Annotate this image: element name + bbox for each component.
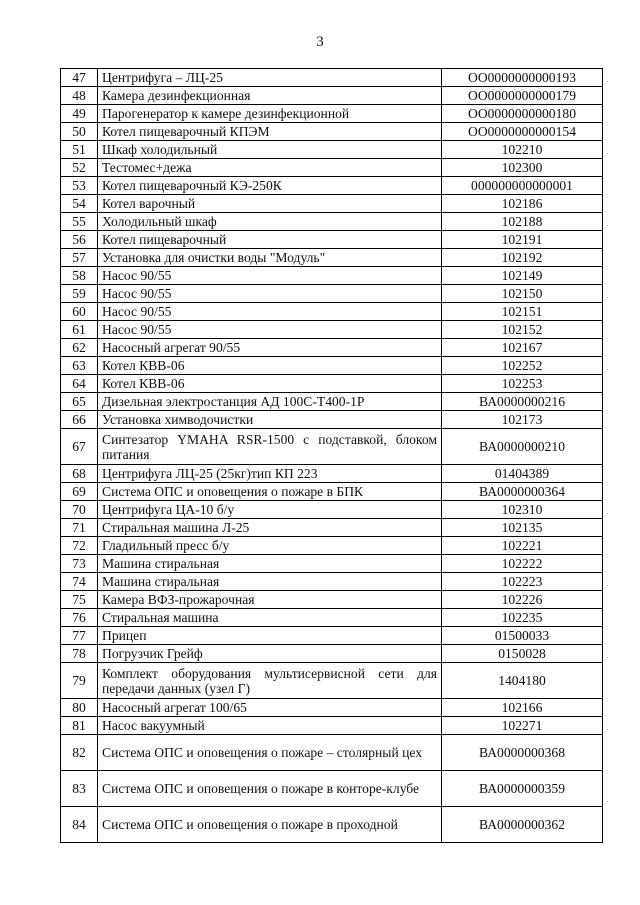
row-number: 65 — [61, 393, 98, 411]
table-row — [61, 339, 603, 357]
row-number: 84 — [61, 807, 98, 843]
item-name: Погрузчик Грейф — [98, 645, 442, 663]
inventory-code: ВА0000000368 — [442, 735, 603, 771]
item-name: Установка для очистки воды "Модуль" — [98, 249, 442, 267]
inventory-code: 102186 — [442, 195, 603, 213]
item-name: Система ОПС и оповещения о пожаре – столярный цех — [98, 735, 442, 771]
item-name: Система ОПС и оповещения о пожаре в проходной — [98, 807, 442, 843]
row-number: 52 — [61, 159, 98, 177]
inventory-code: 1404180 — [442, 663, 603, 699]
page-number: 3 — [316, 34, 324, 50]
inventory-code: 102150 — [442, 285, 603, 303]
table-row — [61, 231, 603, 249]
item-name: Насос 90/55 — [98, 321, 442, 339]
inventory-code: 102222 — [442, 555, 603, 573]
inventory-code: 102310 — [442, 501, 603, 519]
row-number: 50 — [61, 123, 98, 141]
inventory-code: 102166 — [442, 699, 603, 717]
row-number: 80 — [61, 699, 98, 717]
table-row — [61, 393, 603, 411]
item-name: Камера дезинфекционная — [98, 87, 442, 105]
item-name: Насос 90/55 — [98, 267, 442, 285]
row-number: 63 — [61, 357, 98, 375]
item-name: Насосный агрегат 100/65 — [98, 699, 442, 717]
inventory-code: ВА0000000362 — [442, 807, 603, 843]
item-name: Система ОПС и оповещения о пожаре в БПК — [98, 483, 442, 501]
table-row — [61, 357, 603, 375]
row-number: 70 — [61, 501, 98, 519]
row-number: 81 — [61, 717, 98, 735]
inventory-code: 102235 — [442, 609, 603, 627]
item-name: Гладильный пресс б/у — [98, 537, 442, 555]
inventory-code: ОО0000000000179 — [442, 87, 603, 105]
inventory-code: 102253 — [442, 375, 603, 393]
item-name: Котел варочный — [98, 195, 442, 213]
table-row — [61, 735, 603, 771]
row-number: 66 — [61, 411, 98, 429]
table-row — [61, 717, 603, 735]
row-number: 47 — [61, 69, 98, 87]
inventory-code: 102192 — [442, 249, 603, 267]
table-row — [61, 267, 603, 285]
row-number: 67 — [61, 429, 98, 465]
inventory-code: 000000000000001 — [442, 177, 603, 195]
table-row — [61, 807, 603, 843]
row-number: 73 — [61, 555, 98, 573]
row-number: 72 — [61, 537, 98, 555]
item-name: Холодильный шкаф — [98, 213, 442, 231]
item-name: Камера ВФЗ-прожарочная — [98, 591, 442, 609]
inventory-code: 102151 — [442, 303, 603, 321]
inventory-code: ОО0000000000180 — [442, 105, 603, 123]
row-number: 61 — [61, 321, 98, 339]
inventory-code: 102271 — [442, 717, 603, 735]
table-row — [61, 87, 603, 105]
row-number: 75 — [61, 591, 98, 609]
table-row — [61, 627, 603, 645]
table-row — [61, 609, 603, 627]
row-number: 69 — [61, 483, 98, 501]
item-name: Шкаф холодильный — [98, 141, 442, 159]
item-name: Котел пищеварочный — [98, 231, 442, 249]
table-row — [61, 249, 603, 267]
row-number: 82 — [61, 735, 98, 771]
row-number: 79 — [61, 663, 98, 699]
table-row — [61, 159, 603, 177]
inventory-code: 102221 — [442, 537, 603, 555]
item-name: Центрифуга ЦА-10 б/у — [98, 501, 442, 519]
inventory-code: 102300 — [442, 159, 603, 177]
table-row — [61, 771, 603, 807]
table-row — [61, 105, 603, 123]
table-row — [61, 141, 603, 159]
row-number: 62 — [61, 339, 98, 357]
row-number: 56 — [61, 231, 98, 249]
table-row — [61, 195, 603, 213]
inventory-code: ВА0000000359 — [442, 771, 603, 807]
inventory-code: 102226 — [442, 591, 603, 609]
item-name: Установка химводочистки — [98, 411, 442, 429]
row-number: 83 — [61, 771, 98, 807]
item-name: Стиральная машина Л-25 — [98, 519, 442, 537]
table-row — [61, 177, 603, 195]
inventory-code: 102149 — [442, 267, 603, 285]
inventory-code: 102173 — [442, 411, 603, 429]
table-row — [61, 573, 603, 591]
item-name: Дизельная электростанция АД 100С-Т400-1Р — [98, 393, 442, 411]
inventory-code: 0150028 — [442, 645, 603, 663]
item-name: Стиральная машина — [98, 609, 442, 627]
table-row — [61, 213, 603, 231]
table-row — [61, 69, 603, 87]
inventory-code: 102210 — [442, 141, 603, 159]
item-name: Синтезатор YMAHA RSR-1500 с подставкой, блоком питания — [98, 429, 442, 465]
row-number: 53 — [61, 177, 98, 195]
row-number: 59 — [61, 285, 98, 303]
table-row — [61, 555, 603, 573]
item-name: Котел КВВ-06 — [98, 357, 442, 375]
row-number: 76 — [61, 609, 98, 627]
item-name: Комплект оборудования мультисервисной сети для передачи данных (узел Г) — [98, 663, 442, 699]
inventory-code: 102223 — [442, 573, 603, 591]
table-row — [61, 645, 603, 663]
inventory-code: ВА0000000216 — [442, 393, 603, 411]
inventory-code: ВА0000000364 — [442, 483, 603, 501]
item-name: Насос 90/55 — [98, 303, 442, 321]
table-row — [61, 123, 603, 141]
inventory-code: ОО0000000000193 — [442, 69, 603, 87]
item-name: Котел КВВ-06 — [98, 375, 442, 393]
row-number: 71 — [61, 519, 98, 537]
item-name: Парогенератор к камере дезинфекционной — [98, 105, 442, 123]
row-number: 49 — [61, 105, 98, 123]
row-number: 68 — [61, 465, 98, 483]
inventory-code: 102135 — [442, 519, 603, 537]
inventory-code: 102167 — [442, 339, 603, 357]
row-number: 57 — [61, 249, 98, 267]
table-row — [61, 483, 603, 501]
table-row — [61, 429, 603, 465]
table-row — [61, 519, 603, 537]
item-name: Насосный агрегат 90/55 — [98, 339, 442, 357]
inventory-table — [60, 68, 603, 843]
row-number: 48 — [61, 87, 98, 105]
inventory-code: 102152 — [442, 321, 603, 339]
row-number: 60 — [61, 303, 98, 321]
table-row — [61, 321, 603, 339]
table-row — [61, 285, 603, 303]
row-number: 64 — [61, 375, 98, 393]
row-number: 55 — [61, 213, 98, 231]
inventory-code: 102188 — [442, 213, 603, 231]
table-row — [61, 537, 603, 555]
item-name: Насос вакуумный — [98, 717, 442, 735]
item-name: Прицеп — [98, 627, 442, 645]
item-name: Центрифуга ЛЦ-25 (25кг)тип КП 223 — [98, 465, 442, 483]
row-number: 77 — [61, 627, 98, 645]
table-row — [61, 465, 603, 483]
row-number: 51 — [61, 141, 98, 159]
item-name: Котел пищеварочный КЭ-250К — [98, 177, 442, 195]
row-number: 78 — [61, 645, 98, 663]
inventory-code: 01500033 — [442, 627, 603, 645]
item-name: Тестомес+дежа — [98, 159, 442, 177]
item-name: Котел пищеварочный КПЭМ — [98, 123, 442, 141]
table-row — [61, 501, 603, 519]
item-name: Машина стиральная — [98, 573, 442, 591]
item-name: Насос 90/55 — [98, 285, 442, 303]
inventory-code: ВА0000000210 — [442, 429, 603, 465]
inventory-code: ОО0000000000154 — [442, 123, 603, 141]
table-row — [61, 411, 603, 429]
row-number: 74 — [61, 573, 98, 591]
row-number: 58 — [61, 267, 98, 285]
table-row — [61, 591, 603, 609]
item-name: Система ОПС и оповещения о пожаре в конторе-клубе — [98, 771, 442, 807]
inventory-code: 102191 — [442, 231, 603, 249]
table-row — [61, 375, 603, 393]
table-row — [61, 663, 603, 699]
table-row — [61, 699, 603, 717]
item-name: Центрифуга – ЛЦ-25 — [98, 69, 442, 87]
inventory-code: 01404389 — [442, 465, 603, 483]
inventory-table-body — [61, 69, 603, 843]
table-row — [61, 303, 603, 321]
row-number: 54 — [61, 195, 98, 213]
inventory-code: 102252 — [442, 357, 603, 375]
item-name: Машина стиральная — [98, 555, 442, 573]
